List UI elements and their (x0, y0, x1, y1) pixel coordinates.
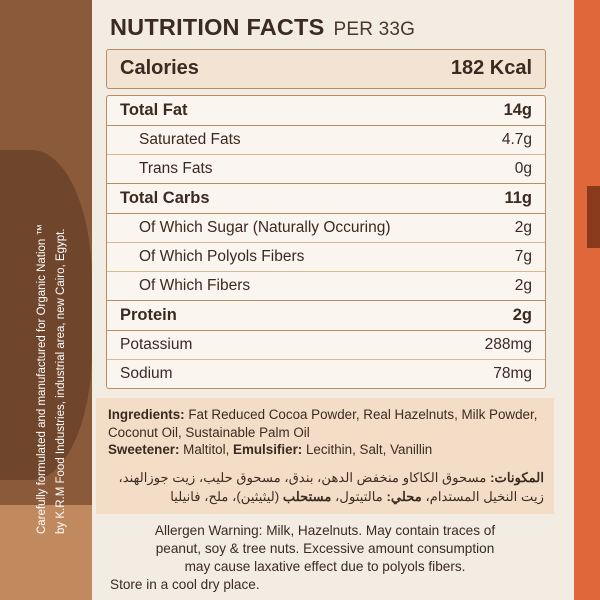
table-row (107, 360, 545, 388)
table-row (107, 184, 545, 214)
allergen-warning-block (96, 518, 554, 598)
nutrition-facts-panel (106, 8, 546, 389)
sweetener-label: Sweetener: (108, 442, 180, 457)
table-row (107, 243, 545, 272)
nutrient-value: 0g (514, 160, 532, 177)
nutrient-value: 288mg (484, 336, 532, 353)
nutrient-label: Of Which Fibers (139, 277, 251, 294)
emulsifier-text: Lecithin, Salt, Vanillin (302, 442, 433, 457)
table-row (107, 96, 545, 126)
nutrition-facts-title: NUTRITION FACTS (110, 14, 325, 40)
ingredients-label: Ingredients: (108, 407, 185, 422)
orange-edge-strip (574, 0, 600, 600)
storage-instruction: Store in a cool dry place. (110, 577, 260, 592)
nutrient-label: Of Which Polyols Fibers (139, 248, 305, 265)
manufacturer-line-2: by K.R.M Food Industries, industrial area, new Cairo, Egypt. (55, 228, 67, 534)
serving-size-label: PER 33G (333, 19, 416, 40)
ingredients-text: Fat Reduced Cocoa Powder, Real Hazelnuts, Milk Powder, Coconut Oil, Sustainable Palm Oil (108, 407, 538, 440)
table-row (107, 214, 545, 243)
ingredients-block (96, 398, 554, 514)
emulsifier-label-arabic: مستحلب (282, 488, 332, 504)
ingredients-label-arabic: المكونات: (490, 469, 544, 485)
nutrient-value: 78mg (493, 365, 532, 382)
nutrition-facts-heading (106, 8, 546, 49)
nutrient-label: Of Which Sugar (Naturally Occuring) (139, 219, 391, 236)
nutrient-value: 2g (514, 219, 532, 236)
nutrient-value: 2g (514, 277, 532, 294)
ingredients-text-arabic: مسحوق الكاكاو منخفض الدهن، بندق، مسحوق حليب، زيت جوزالهند، زيت النخيل المستدام، (118, 469, 544, 504)
nutrient-label: Sodium (120, 365, 173, 382)
sweetener-text: Maltitol, (179, 442, 234, 457)
nutrient-value: 2g (512, 306, 532, 324)
calories-label: Calories (120, 57, 199, 79)
sweetener-text-arabic: مالتيتول، (331, 488, 387, 504)
allergen-line-3: may cause laxative effect due to polyols fibers. (184, 559, 466, 574)
table-row (107, 331, 545, 360)
table-row (107, 155, 545, 184)
table-row (107, 126, 545, 155)
emulsifier-text-arabic: (ليثيثين)، ملح، فانيليا (170, 488, 283, 504)
nutrient-label: Saturated Fats (139, 131, 241, 148)
nutrient-rows (106, 95, 546, 389)
nutrient-value: 4.7g (501, 131, 532, 148)
table-row (107, 272, 545, 301)
allergen-line-1: Allergen Warning: Milk, Hazelnuts. May contain traces of (154, 523, 496, 538)
nutrient-label: Total Fat (120, 101, 188, 119)
table-row (107, 301, 545, 331)
manufacturer-side-text (0, 0, 92, 600)
nutrient-value: 14g (503, 101, 532, 119)
nutrient-value: 11g (504, 189, 532, 207)
nutrient-label: Potassium (120, 336, 193, 353)
manufacturer-line-1: Carefully formulated and manufactured for Organic Nation ™ (36, 223, 48, 534)
calories-value: 182 Kcal (450, 57, 532, 79)
sweetener-english (108, 441, 544, 459)
sweetener-label-arabic: محلي: (386, 488, 422, 504)
ingredients-arabic (108, 468, 544, 506)
ingredients-english (108, 406, 544, 441)
nutrient-label: Total Carbs (120, 189, 210, 207)
orange-notch-accent (587, 186, 600, 248)
emulsifier-label: Emulsifier: (233, 442, 303, 457)
nutrient-value: 7g (514, 248, 532, 265)
nutrient-label: Trans Fats (139, 160, 213, 177)
calories-row (106, 49, 546, 89)
allergen-line-2: peanut, soy & tree nuts. Excessive amount consumption (155, 541, 495, 556)
nutrient-label: Protein (120, 306, 177, 324)
